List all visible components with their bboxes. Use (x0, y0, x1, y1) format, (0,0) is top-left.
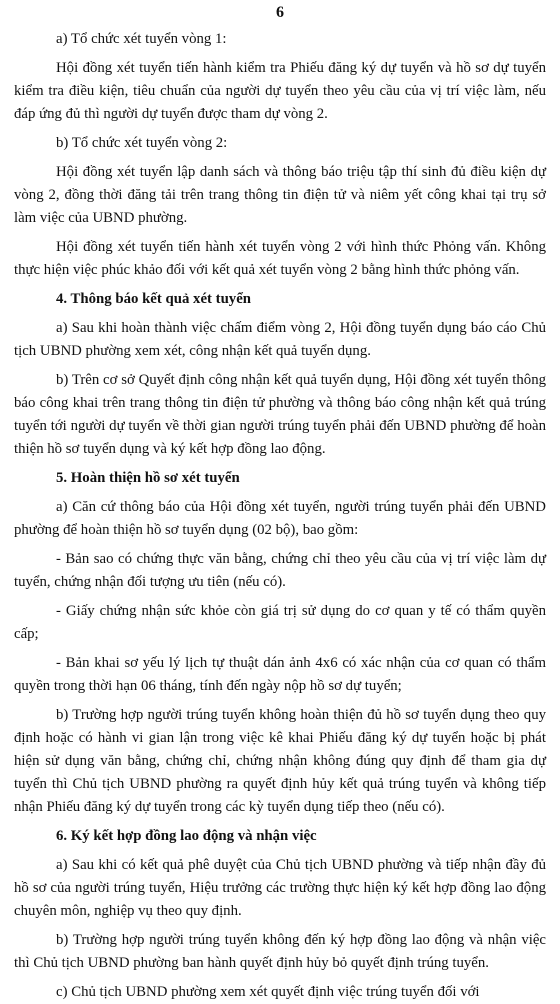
paragraph: b) Trường hợp người trúng tuyển không đến ký hợp đồng lao động và nhận việc thì Chủ tịch UBND phường ban hành quyết định hủy bỏ quyết định trúng tuyển. (14, 932, 546, 971)
paragraph: a) Sau khi hoàn thành việc chấm điểm vòng 2, Hội đồng tuyển dụng báo cáo Chủ tịch UBND phường xem xét, công nhận kết quả tuyển dụng. (14, 320, 546, 359)
paragraph: b) Trường hợp người trúng tuyển không hoàn thiện đủ hồ sơ tuyển dụng theo quy định hoặc có hành vi gian lận trong việc kê khai Phiếu đăng ký dự tuyển hoặc bị phát hiện sử dụng văn bằng, chứng chỉ, chứng nhận không đúng quy định để tham gia dự tuyển thì Chủ tịch UBND phường ra quyết định hủy kết quả trúng tuyển và không tiếp nhận Phiếu đăng ký dự tuyển trong các kỳ tuyển dụng tiếp theo (nếu có). (14, 707, 546, 815)
section-heading: 5. Hoàn thiện hồ sơ xét tuyển (56, 470, 240, 486)
paragraph: Hội đồng xét tuyển tiến hành kiểm tra Phiếu đăng ký dự tuyển và hồ sơ dự tuyển kiểm tra điều kiện, tiêu chuẩn của người dự tuyển theo yêu cầu của vị trí việc làm, nếu đáp ứng đủ thì người dự tuyển được tham dự vòng 2. (14, 60, 546, 122)
section-heading: 4. Thông báo kết quả xét tuyển (56, 291, 252, 307)
paragraph: b) Trên cơ sở Quyết định công nhận kết quả tuyển dụng, Hội đồng xét tuyển thông báo công khai trên trang thông tin điện tử phường và thông báo công nhận kết quả trúng tuyển tới người dự tuyển về thời gian người trúng tuyển phải đến UBND phường để hoàn thiện hồ sơ tuyển dụng và ký kết hợp đồng lao động. (14, 372, 546, 457)
paragraph: - Giấy chứng nhận sức khỏe còn giá trị sử dụng do cơ quan y tế có thẩm quyền cấp; (14, 603, 546, 642)
paragraph: c) Chủ tịch UBND phường xem xét quyết định việc trúng tuyển đối với (56, 984, 480, 1000)
paragraph: - Bản khai sơ yếu lý lịch tự thuật dán ảnh 4x6 có xác nhận của cơ quan có thẩm quyền trong thời hạn 06 tháng, tính đến ngày nộp hồ sơ dự tuyển; (14, 655, 546, 694)
paragraph: a) Tổ chức xét tuyển vòng 1: (56, 31, 227, 47)
paragraph: a) Sau khi có kết quả phê duyệt của Chủ tịch UBND phường và tiếp nhận đầy đủ hồ sơ của người trúng tuyển, Hiệu trưởng các trường thực hiện ký kết hợp đồng lao động chuyên môn, nghiệp vụ theo quy định. (14, 857, 546, 919)
paragraph: - Bản sao có chứng thực văn bằng, chứng chỉ theo yêu cầu của vị trí việc làm dự tuyển, chứng nhận đối tượng ưu tiên (nếu có). (14, 551, 546, 590)
page-number: 6 (276, 4, 284, 21)
document-body (14, 28, 546, 1004)
paragraph: b) Tổ chức xét tuyển vòng 2: (56, 135, 228, 151)
paragraph: Hội đồng xét tuyển tiến hành xét tuyển vòng 2 với hình thức Phỏng vấn. Không thực hiện việc phúc khảo đối với kết quả xét tuyển vòng 2 bằng hình thức phỏng vấn. (14, 239, 546, 278)
paragraph: a) Căn cứ thông báo của Hội đồng xét tuyển, người trúng tuyển phải đến UBND phường để hoàn thiện hồ sơ tuyển dụng (02 bộ), bao gồm: (14, 499, 546, 538)
paragraph: Hội đồng xét tuyển lập danh sách và thông báo triệu tập thí sinh đủ điều kiện dự vòng 2, đồng thời đăng tải trên trang thông tin điện tử và niêm yết công khai tại trụ sở làm việc của UBND phường. (14, 164, 546, 226)
section-heading: 6. Ký kết hợp đồng lao động và nhận việc (56, 828, 317, 844)
